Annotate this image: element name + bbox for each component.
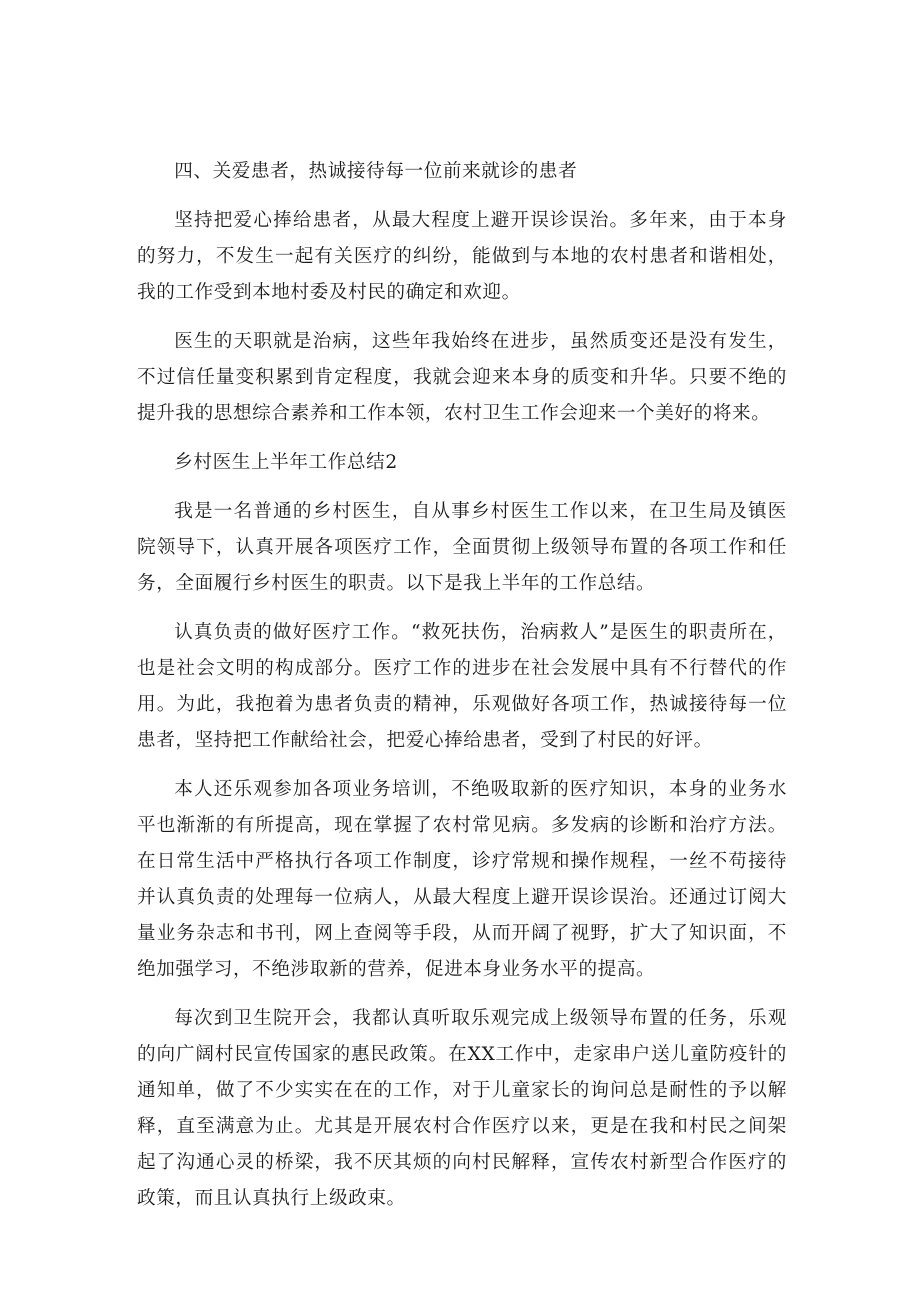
document-title: 乡村医生上半年工作总结2 bbox=[174, 452, 398, 473]
paragraph: 认真负责的做好医疗工作。“救死扶伤，治病救人”是医生的职责所在，也是社会文明的构成部分。医疗工作的进步在社会发展中具有不行替代的作用。为此，我抱着为患者负责的精神，乐观做好各项工作，热诚接待每一位患者，坚持把工作献给社会，把爱心捧给患者，受到了村民的好评。 bbox=[137, 622, 787, 751]
paragraph: 医生的天职就是治病，这些年我始终在进步，虽然质变还是没有发生，不过信任量变积累到肯定程度，我就会迎来本身的质变和升华。只要不绝的提升我的思想综合素养和工作本领，农村卫生工作会迎来一个美好的将来。 bbox=[137, 331, 787, 424]
paragraph: 坚持把爱心捧给患者，从最大程度上避开误诊误治。多年来，由于本身的努力，不发生一起有关医疗的纠纷，能做到与本地的农村患者和谐相处，我的工作受到本地村委及村民的确定和欢迎。 bbox=[137, 210, 787, 303]
paragraph: 本人还乐观参加各项业务培训，不绝吸取新的医疗知识，本身的业务水平也渐渐的有所提高，现在掌握了农村常见病。多发病的诊断和治疗方法。在日常生活中严格执行各项工作制度，诊疗常规和操作规程，一丝不苟接待并认真负责的处理每一位病人，从最大程度上避开误诊误治。还通过订阅大量业务杂志和书刊，网上查阅等手段，从而开阔了视野，扩大了知识面，不绝加强学习，不绝涉取新的营养，促进本身业务水平的提高。 bbox=[137, 779, 787, 980]
document-body bbox=[137, 154, 787, 1230]
section-heading: 四、关爱患者，热诚接待每一位前来就诊的患者 bbox=[174, 161, 578, 182]
paragraph: 我是一名普通的乡村医生，自从事乡村医生工作以来，在卫生局及镇医院领导下，认真开展各项医疗工作，全面贯彻上级领导布置的各项工作和任务，全面履行乡村医生的职责。以下是我上半年的工作总结。 bbox=[137, 501, 787, 594]
paragraph: 每次到卫生院开会，我都认真听取乐观完成上级领导布置的任务，乐观的向广阔村民宣传国家的惠民政策。在XX工作中，走家串户送儿童防疫针的通知单，做了不少实实在在的工作，对于儿童家长的询问总是耐性的予以解释，直至满意为止。尤其是开展农村合作医疗以来，更是在我和村民之间架起了沟通心灵的桥梁，我不厌其烦的向村民解释，宣传农村新型合作医疗的政策，而且认真执行上级政束。 bbox=[137, 1008, 787, 1209]
